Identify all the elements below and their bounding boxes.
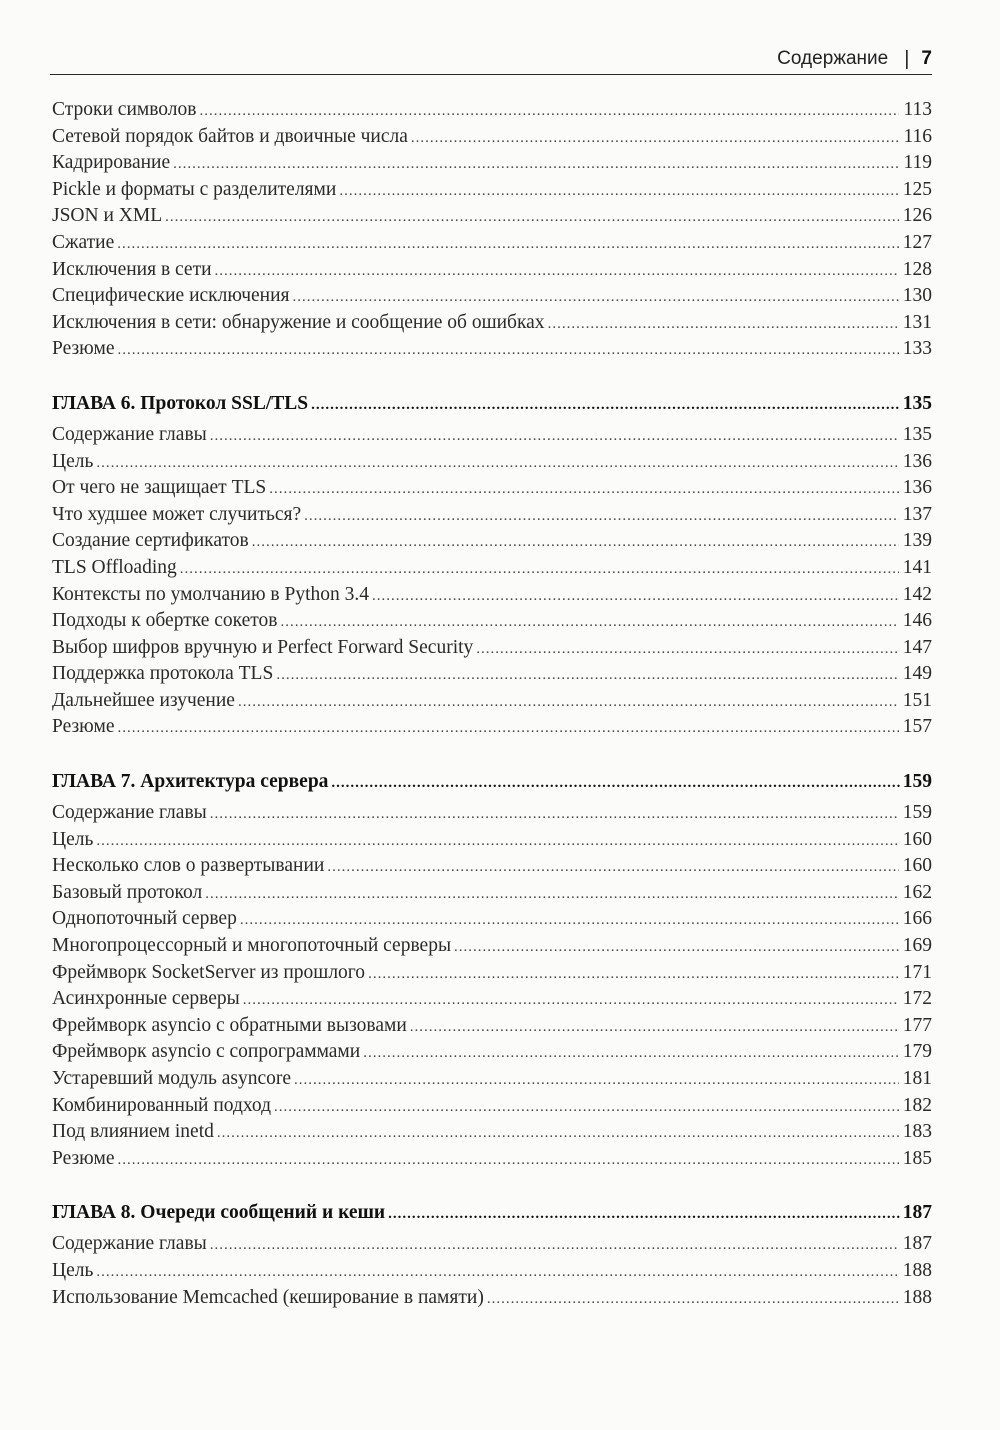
entry-page-number: 169 — [902, 935, 932, 957]
entry-title: Подходы к обертке сокетов — [52, 610, 278, 632]
table-of-contents — [52, 97, 932, 1311]
entry-page-number: 171 — [902, 961, 932, 983]
dot-leader — [238, 689, 899, 716]
toc-entry[interactable] — [52, 283, 932, 310]
dot-leader — [411, 125, 899, 152]
entry-page-number: 136 — [902, 477, 932, 499]
toc-chapter-heading[interactable] — [52, 390, 932, 418]
toc-entry[interactable] — [52, 1146, 932, 1173]
toc-entry[interactable] — [52, 800, 932, 827]
dot-leader — [454, 934, 899, 961]
dot-leader — [293, 284, 899, 311]
entry-page-number: 160 — [902, 828, 932, 850]
entry-title: Однопоточный сервер — [52, 908, 237, 930]
dot-leader — [331, 769, 899, 797]
toc-entry[interactable] — [52, 714, 932, 741]
dot-leader — [276, 662, 899, 689]
toc-entry[interactable] — [52, 661, 932, 688]
toc-entry[interactable] — [52, 1285, 932, 1312]
toc-entry[interactable] — [52, 827, 932, 854]
dot-leader — [311, 391, 900, 419]
entry-page-number: 179 — [902, 1041, 932, 1063]
toc-entry[interactable] — [52, 528, 932, 555]
entry-page-number: 127 — [902, 231, 932, 253]
entry-title: Сетевой порядок байтов и двоичные числа — [52, 125, 408, 147]
chapter-title: ГЛАВА 6. Протокол SSL/TLS — [52, 392, 309, 414]
entry-title: Сжатие — [52, 231, 115, 253]
toc-chapter-heading[interactable] — [52, 768, 932, 796]
dot-leader — [118, 1147, 900, 1174]
dot-leader — [363, 1040, 899, 1067]
entry-page-number: 137 — [902, 503, 932, 525]
entry-page-number: 116 — [903, 125, 932, 147]
entry-page-number: 142 — [902, 583, 932, 605]
dot-leader — [372, 583, 899, 610]
entry-title: Содержание главы — [52, 1233, 207, 1255]
chapter-title: ГЛАВА 7. Архитектура сервера — [52, 771, 329, 793]
dot-leader — [368, 961, 899, 988]
dot-leader — [117, 231, 899, 258]
dot-leader — [199, 98, 899, 125]
dot-leader — [304, 503, 899, 530]
toc-entry[interactable] — [52, 1119, 932, 1146]
dot-leader — [210, 801, 899, 828]
toc-entry[interactable] — [52, 449, 932, 476]
toc-entry[interactable] — [52, 230, 932, 257]
entry-page-number: 136 — [902, 450, 932, 472]
entry-page-number: 151 — [902, 689, 932, 711]
dot-leader — [269, 476, 899, 503]
entry-title: Резюме — [52, 716, 115, 738]
chapter-title: ГЛАВА 8. Очереди сообщений и кеши — [52, 1202, 386, 1224]
dot-leader — [215, 258, 899, 285]
entry-page-number: 149 — [902, 663, 932, 685]
toc-entry[interactable] — [52, 906, 932, 933]
toc-entry[interactable] — [52, 635, 932, 662]
toc-entry[interactable] — [52, 124, 932, 151]
toc-chapter-heading[interactable] — [52, 1199, 932, 1227]
entry-page-number: 160 — [902, 855, 932, 877]
entry-page-number: 146 — [902, 610, 932, 632]
dot-leader — [180, 556, 899, 583]
dot-leader — [165, 204, 899, 231]
entry-title: Контексты по умолчанию в Python 3.4 — [52, 583, 370, 605]
chapter-page-number: 187 — [902, 1202, 932, 1224]
toc-entry[interactable] — [52, 502, 932, 529]
entry-page-number: 182 — [902, 1094, 932, 1116]
toc-entry[interactable] — [52, 1231, 932, 1258]
entry-page-number: 125 — [902, 178, 932, 200]
toc-entry[interactable] — [52, 853, 932, 880]
entry-page-number: 133 — [902, 338, 932, 360]
toc-entry[interactable] — [52, 688, 932, 715]
toc-entry[interactable] — [52, 336, 932, 363]
entry-title: Использование Memcached (кеширование в памяти) — [52, 1286, 484, 1308]
toc-entry[interactable] — [52, 608, 932, 635]
toc-entry[interactable] — [52, 1013, 932, 1040]
entry-title: Фреймворк asyncio с обратными вызовами — [52, 1014, 407, 1036]
entry-title: Создание сертификатов — [52, 530, 249, 552]
dot-leader — [487, 1286, 899, 1313]
entry-title: Под влиянием inetd — [52, 1121, 214, 1143]
dot-leader — [410, 1014, 899, 1041]
entry-title: Кадрирование — [52, 152, 171, 174]
entry-page-number: 130 — [902, 285, 932, 307]
entry-title: Резюме — [52, 338, 115, 360]
toc-entry[interactable] — [52, 203, 932, 230]
entry-page-number: 135 — [902, 423, 932, 445]
toc-entry[interactable] — [52, 177, 932, 204]
toc-entry[interactable] — [52, 986, 932, 1013]
toc-entry[interactable] — [52, 475, 932, 502]
dot-leader — [118, 715, 900, 742]
toc-entry[interactable] — [52, 97, 932, 124]
chapter-page-number: 159 — [902, 771, 932, 793]
entry-page-number: 188 — [902, 1259, 932, 1281]
entry-page-number: 159 — [902, 802, 932, 824]
entry-title: Многопроцессорный и многопоточный серверы — [52, 935, 452, 957]
entry-page-number: 128 — [902, 258, 932, 280]
toc-entry[interactable] — [52, 1066, 932, 1093]
entry-title: Комбинированный подход — [52, 1094, 272, 1116]
entry-title: Содержание главы — [52, 423, 207, 445]
entry-title: Цель — [52, 1259, 94, 1281]
dot-leader — [274, 1094, 899, 1121]
entry-title: Строки символов — [52, 99, 197, 120]
toc-entry[interactable] — [52, 1258, 932, 1285]
entry-title: Исключения в сети: обнаружение и сообщение об ошибках — [52, 311, 545, 333]
dot-leader — [252, 529, 899, 556]
header-page-number: 7 — [921, 48, 932, 69]
toc-entry[interactable] — [52, 150, 932, 177]
entry-page-number: 139 — [902, 530, 932, 552]
dot-leader — [294, 1067, 899, 1094]
entry-title: Фреймворк asyncio с сопрограммами — [52, 1041, 361, 1063]
entry-page-number: 157 — [902, 716, 932, 738]
dot-leader — [210, 423, 899, 450]
entry-title: От чего не защищает TLS — [52, 477, 267, 499]
entry-title: Содержание главы — [52, 802, 207, 824]
entry-page-number: 181 — [902, 1068, 932, 1089]
entry-title: Выбор шифров вручную и Perfect Forward Security — [52, 636, 474, 658]
entry-title: Специфические исключения — [52, 285, 290, 307]
toc-entry[interactable] — [52, 960, 932, 987]
entry-title: Что худшее может случиться? — [52, 503, 302, 525]
entry-title: TLS Offloading — [52, 556, 177, 578]
dot-leader — [96, 828, 899, 855]
dot-leader — [96, 1259, 899, 1286]
toc-entry[interactable] — [52, 1093, 932, 1120]
entry-title: Поддержка протокола TLS — [52, 663, 274, 685]
header-separator: | — [904, 47, 910, 70]
entry-page-number: 131 — [902, 311, 932, 333]
dot-leader — [476, 636, 899, 663]
toc-entry[interactable] — [52, 422, 932, 449]
entry-title: Pickle и форматы с разделителями — [52, 178, 337, 200]
entry-title: Цель — [52, 450, 94, 472]
dot-leader — [281, 609, 899, 636]
entry-title: Резюме — [52, 1147, 115, 1169]
entry-title: Дальнейшее изучение — [52, 689, 235, 711]
dot-leader — [210, 1232, 899, 1259]
toc-entry[interactable] — [52, 310, 932, 337]
header-title: Содержание — [777, 48, 889, 69]
entry-page-number: 177 — [902, 1014, 932, 1036]
dot-leader — [173, 151, 899, 178]
entry-page-number: 188 — [902, 1286, 932, 1308]
entry-title: Асинхронные серверы — [52, 988, 240, 1010]
entry-page-number: 113 — [903, 99, 932, 120]
toc-entry[interactable] — [52, 880, 932, 907]
dot-leader — [339, 178, 899, 205]
dot-leader — [240, 907, 899, 934]
entry-page-number: 183 — [902, 1121, 932, 1143]
running-header — [50, 44, 932, 75]
entry-title: Фреймворк SocketServer из прошлого — [52, 961, 366, 983]
toc-entry[interactable] — [52, 933, 932, 960]
entry-title: Исключения в сети — [52, 258, 212, 280]
dot-leader — [548, 311, 899, 338]
entry-page-number: 162 — [902, 881, 932, 903]
entry-page-number: 147 — [902, 636, 932, 658]
entry-page-number: 187 — [902, 1233, 932, 1255]
entry-title: Несколько слов о развертывании — [52, 855, 325, 877]
entry-page-number: 166 — [902, 908, 932, 930]
entry-page-number: 126 — [902, 205, 932, 227]
entry-page-number: 185 — [902, 1147, 932, 1169]
toc-entry[interactable] — [52, 257, 932, 284]
entry-title: JSON и XML — [52, 205, 163, 227]
entry-page-number: 119 — [903, 152, 932, 174]
dot-leader — [388, 1200, 900, 1228]
entry-title: Базовый протокол — [52, 881, 203, 903]
entry-title: Устаревший модуль asyncore — [52, 1068, 292, 1089]
dot-leader — [327, 854, 899, 881]
dot-leader — [205, 881, 899, 908]
dot-leader — [118, 337, 900, 364]
chapter-page-number: 135 — [902, 392, 932, 414]
entry-title: Цель — [52, 828, 94, 850]
toc-entry[interactable] — [52, 582, 932, 609]
dot-leader — [243, 987, 899, 1014]
entry-page-number: 141 — [902, 556, 932, 578]
dot-leader — [217, 1120, 899, 1147]
dot-leader — [96, 450, 899, 477]
entry-page-number: 172 — [902, 988, 932, 1010]
toc-entry[interactable] — [52, 555, 932, 582]
toc-entry[interactable] — [52, 1039, 932, 1066]
